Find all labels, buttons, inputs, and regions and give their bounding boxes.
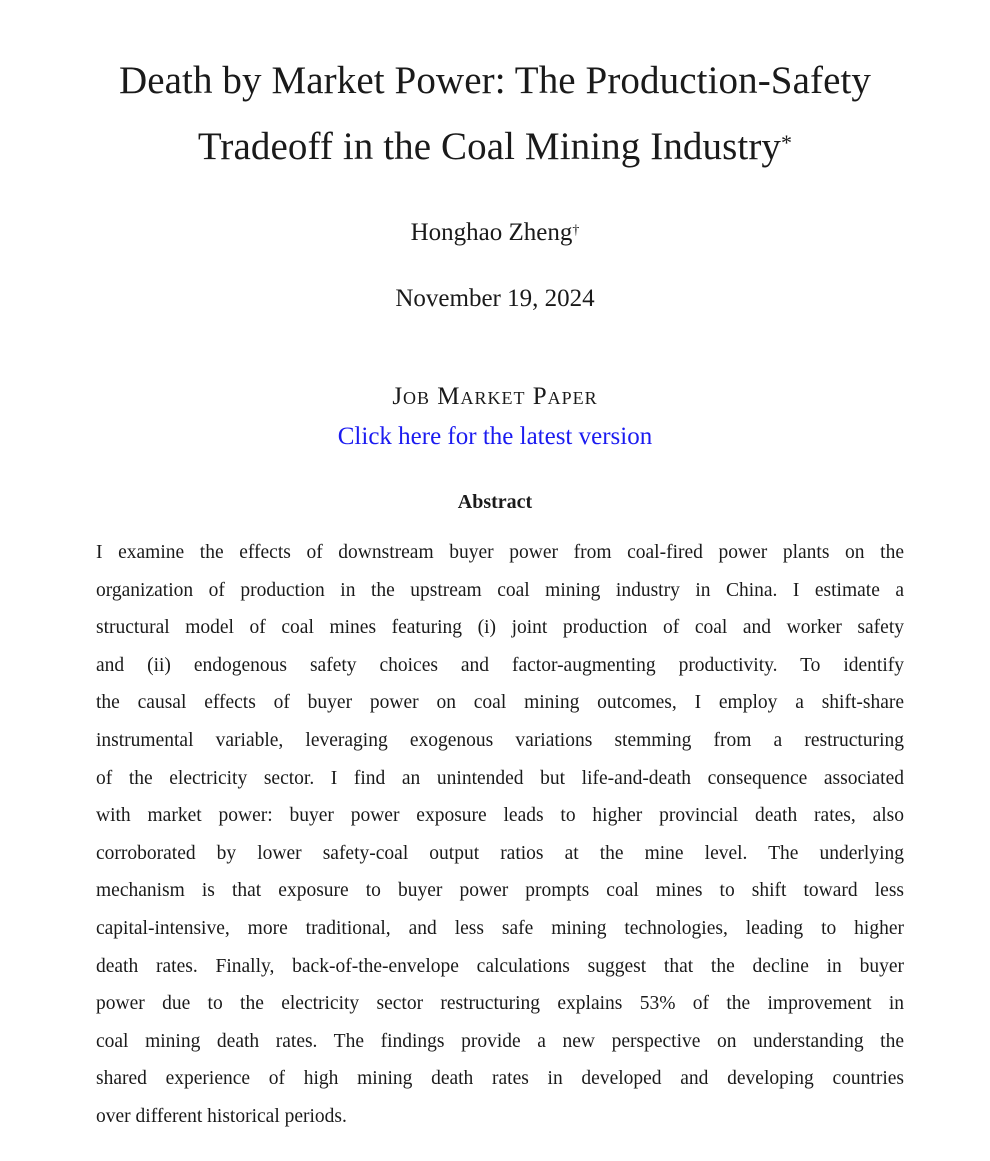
abstract-line: of the electricity sector. I find an unintended but life-and-death consequence associated (96, 767, 904, 789)
abstract-line: mechanism is that exposure to buyer power prompts coal mines to shift toward less (96, 880, 904, 902)
title-footnote-mark: * (781, 130, 793, 155)
abstract-line: coal mining death rates. The findings provide a new perspective on understanding the (96, 1030, 904, 1052)
author-text: Honghao Zheng (410, 219, 573, 246)
abstract-line: corroborated by lower safety-coal output ratios at the mine level. The underlying (96, 842, 904, 864)
abstract-heading: Abstract (457, 491, 533, 513)
abstract-line: with market power: buyer power exposure leads to higher provincial death rates, also (96, 805, 904, 827)
abstract-line: organization of production in the upstream coal mining industry in China. I estimate a (96, 579, 904, 601)
abstract-line: structural model of coal mines featuring (i) joint production of coal and worker safety (96, 617, 904, 639)
author-name (0, 215, 990, 251)
paper-title (60, 48, 930, 180)
abstract-body (96, 534, 904, 1136)
abstract-line: I examine the effects of downstream buyer power from coal-fired power plants on the (96, 542, 904, 563)
abstract-line: and (ii) endogenous safety choices and factor-augmenting productivity. To identify (96, 654, 904, 676)
title-line-1: Death by Market Power: The Production-Safety (118, 59, 872, 102)
paper-label: Job Market Paper (392, 383, 598, 410)
latest-version-link[interactable]: Click here for the latest version (337, 423, 653, 450)
abstract-line: the causal effects of buyer power on coal mining outcomes, I employ a shift-share (96, 692, 904, 714)
abstract-line: death rates. Finally, back-of-the-envelope calculations suggest that the decline in buyer (96, 955, 904, 977)
paper-date: November 19, 2024 (395, 285, 595, 312)
title-line-2: Tradeoff in the Coal Mining Industry (197, 125, 782, 168)
abstract-line: over different historical periods. (96, 1105, 347, 1127)
abstract-line: shared experience of high mining death rates in developed and developing countries (96, 1068, 904, 1090)
author-footnote-mark: † (572, 223, 580, 238)
abstract-line: power due to the electricity sector restructuring explains 53% of the improvement in (96, 993, 904, 1015)
abstract-line: instrumental variable, leveraging exogenous variations stemming from a restructuring (96, 729, 904, 751)
abstract-line: capital-intensive, more traditional, and less safe mining technologies, leading to higher (96, 917, 904, 939)
